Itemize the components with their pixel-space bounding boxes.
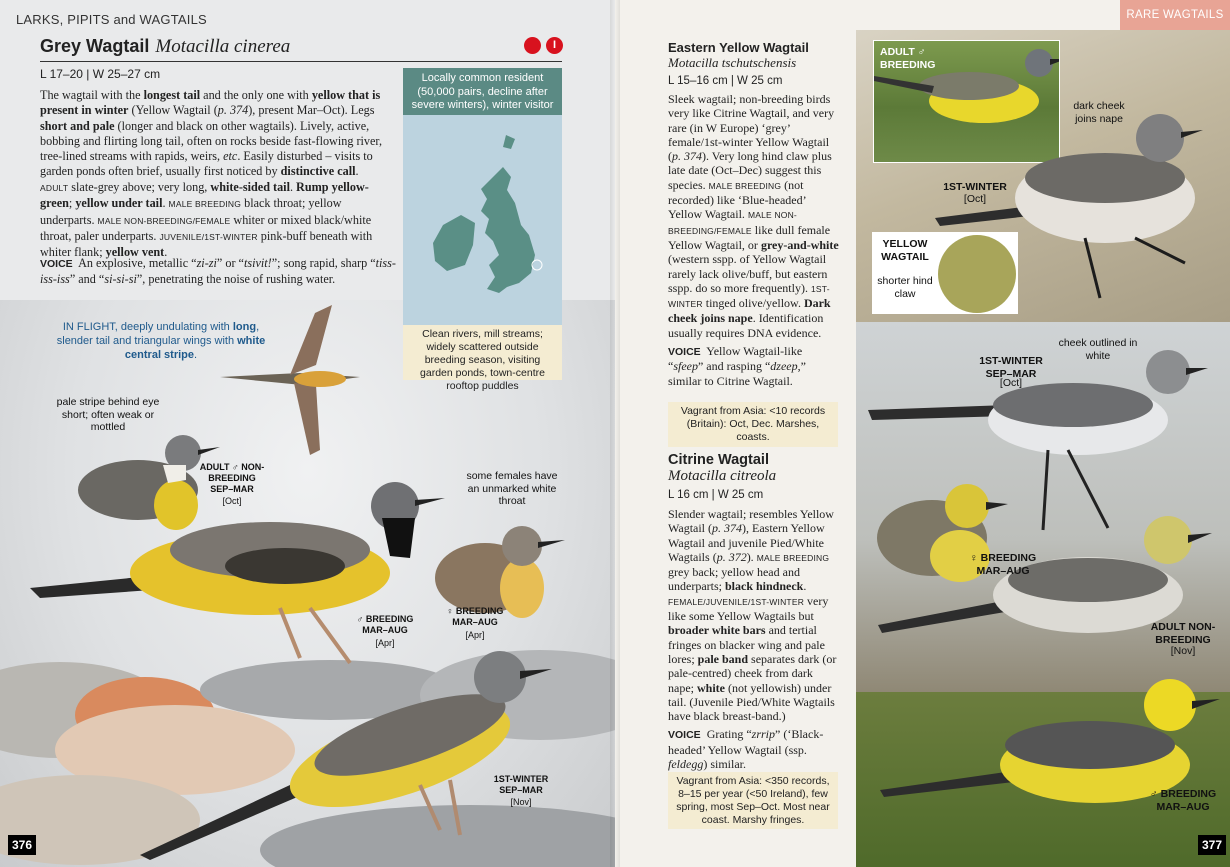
eastern-name: Eastern Yellow Wagtail: [668, 40, 809, 55]
caption-citrine-adult-nb-month: [Nov]: [1170, 645, 1196, 657]
caption-adult-nonbreeding: ADULT ♂ NON-BREEDING SEP–MAR: [199, 462, 265, 494]
caption-male-breeding-month: [Apr]: [375, 638, 395, 648]
voice-description: VOICE An explosive, metallic “zi-zi” or “tsivit!”; song rapid, sharp “tiss-iss-iss” and “si-si-si”, penetrating the noise of rushing water.: [40, 256, 396, 287]
caption-male-breeding: ♂ BREEDING MAR–AUG: [356, 614, 414, 635]
caption-citrine-adult-nb: ADULT NON-BREEDING: [1150, 621, 1216, 646]
citrine-measurements: L 16 cm | W 25 cm: [668, 489, 764, 501]
plumage-description: ADULT slate-grey above; very long, white-sided tail. Rump yellow-green; yellow under tail. MALE BREEDING black throat; yellow underparts. MALE NON-BREEDING/FEMALE whiter or mixed black/white throat, paler underparts. JUVENILE/1ST-WINTER pink-buff beneath with whiter flank; yellow vent.: [40, 180, 373, 260]
eastern-vagrant-box: Vagrant from Asia: <10 records (Britain): Oct, Dec. Marshes, coasts.: [668, 402, 838, 447]
caption-female-breeding: ♀ BREEDING MAR–AUG: [446, 606, 504, 627]
distribution-map-box: [403, 68, 562, 392]
caption-cheek-outlined: cheek outlined in white: [1058, 337, 1138, 362]
citrine-vagrant-box: Vagrant from Asia: <350 records, 8–15 per year (<50 Ireland), few spring, most Sep–Oct. Most near coast. Marshy fringes.: [668, 772, 838, 829]
british-isles-map-icon: [403, 115, 562, 325]
caption-citrine-female: ♀ BREEDING MAR–AUG: [969, 552, 1037, 577]
eastern-scientific: Motacilla tschutschensis: [668, 55, 797, 70]
eastern-measurements: L 15–16 cm | W 25 cm: [668, 75, 783, 87]
page-number-left: 376: [8, 835, 36, 855]
caption-some-females: some females have an unmarked white throat: [466, 470, 558, 507]
caption-yellow-wagtail: YELLOW WAGTAIL: [881, 238, 929, 263]
map-habitat-footer: Clean rivers, mill streams; widely scattered outside breeding season, visiting garden ponds, town-centre rooftop puddles: [403, 325, 562, 380]
section-tab: RARE WAGTAILS: [1120, 0, 1230, 30]
eastern-yellow-wagtail-account: [668, 40, 840, 388]
citrine-scientific: Motacilla citreola: [668, 468, 777, 484]
citrine-description: Slender wagtail; resembles Yellow Wagtail (p. 374), Eastern Yellow Wagtail and juvenile Pied/White Wagtails (p. 372). MALE BREEDING grey back; yellow head and underparts; black hindneck. FEMALE/JUVENILE/1ST-WINTER very like some Yellow Wagtails but broader white bars and tertial fringes on blacker wing and pale lores; pale band separates dark (or pale-centred) cheek from dark nape; white (not yellowish) under tail. (Juvenile Pied/White Wagtails have black breast-band.): [668, 507, 837, 724]
caption-first-winter-citrine: 1ST-WINTER SEP–MAR: [979, 355, 1043, 380]
caption-pale-stripe: pale stripe behind eye short; often weak or mottled: [56, 396, 160, 433]
caption-dark-cheek: dark cheek joins nape: [1073, 100, 1125, 125]
citrine-voice: VOICE Grating “zrrip” (‘Black-headed’ Yellow Wagtail (ssp. feldegg) similar.: [668, 727, 824, 772]
caption-first-winter-eastern: 1ST-WINTER: [943, 181, 1007, 193]
caption-first-winter-eastern-month: [Oct]: [963, 193, 987, 205]
page-gutter: [610, 0, 620, 867]
caption-adult-breeding: ADULT ♂ BREEDING: [880, 46, 936, 71]
map-status-header: Locally common resident (50,000 pairs, decline after severe winters), winter visitor: [403, 68, 562, 115]
status-badge: I: [546, 37, 563, 54]
caption-first-winter: 1ST-WINTER SEP–MAR: [493, 774, 549, 795]
citrine-wagtail-account: [668, 452, 840, 771]
species-description: The wagtail with the longest tail and the only one with yellow that is present in winter (Yellow Wagtail (p. 374), present Mar–Oct). Legs short and pale (longer and black on other wagtails). Lively, active, bobbing and flirting long tail, often on rocks beside fast-flowing river, tree-lined streams with rapids, weirs, etc. Easily disturbed – visits to garden ponds often brief, usually first noticed by distinctive call.: [40, 88, 383, 179]
flying-wagtail-image: [220, 305, 365, 460]
hind-claw-photo: [938, 235, 1016, 313]
distribution-map: [403, 115, 562, 325]
species-name: Grey Wagtail: [40, 36, 150, 56]
caption-citrine-male: ♂ BREEDING MAR–AUG: [1149, 788, 1217, 813]
status-markers: [524, 37, 563, 54]
citrine-name: Citrine Wagtail: [668, 452, 769, 468]
in-flight-caption: IN FLIGHT, deeply undulating with long, slender tail and triangular wings with white central stripe.: [56, 321, 266, 361]
red-list-dot-icon: [524, 37, 541, 54]
title-rule: [40, 61, 562, 62]
measurements: L 17–20 | W 25–27 cm: [40, 67, 161, 81]
scientific-name: Motacilla cinerea: [155, 36, 291, 57]
eastern-description: Sleek wagtail; non-breeding birds very like Citrine Wagtail, and very rare (in W Europe) ‘grey’ female/1st-winter Yellow Wagtail (p. 374). Very long hind claw plus late date (Oct–Dec) suggest this species. MALE BREEDING (not recorded) like ‘Blue-headed’ Yellow Wagtail. MALE NON-BREEDING/FEMALE like dull female Yellow Wagtail, or grey-and-white (western sspp. of Yellow Wagtail rarely lack olive/buff, but eastern sspp. do so more frequently). 1ST-WINTER tinged olive/yellow. Dark cheek joins nape. Identification usually requires DNA evidence.: [668, 92, 839, 340]
caption-shorter-claw: shorter hind claw: [877, 275, 933, 300]
running-head: LARKS, PIPITS and WAGTAILS: [16, 12, 207, 27]
species-title: [40, 36, 290, 58]
caption-first-winter-month: [Nov]: [510, 797, 532, 807]
eastern-voice: VOICE Yellow Wagtail-like “sfeep” and rasping “dzeep,” similar to Citrine Wagtail.: [668, 344, 806, 388]
caption-first-winter-citrine-month: [Oct]: [999, 377, 1023, 389]
wagtail-first-winter-image: [140, 645, 560, 860]
caption-female-breeding-month: [Apr]: [465, 630, 485, 640]
page-number-right: 377: [1198, 835, 1226, 855]
caption-adult-nonbreeding-month: [Oct]: [222, 496, 242, 506]
